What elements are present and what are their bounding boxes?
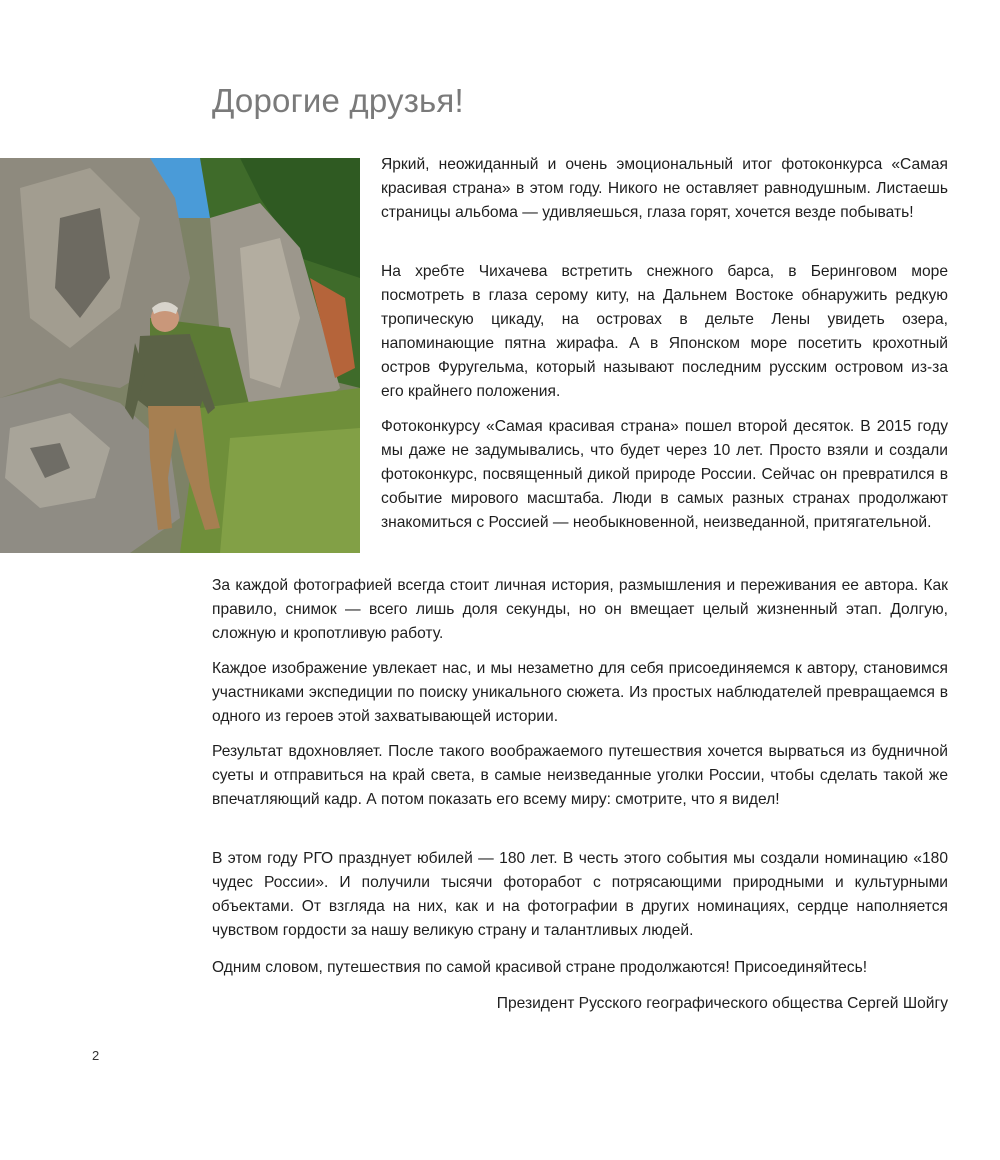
paragraph-2: На хребте Чихачева встретить снежного барса, в Беринговом море посмотреть в глаза серому киту, на Дальнем Востоке обнаружить редкую тропическую цикаду, на островах в дельте Лены увидеть озера, напоминающие пятна жирафа. А в Японском море посетить крохотный остров Фуругельма, который называют последним русским островом из-за его крайнего положения. <box>381 263 948 400</box>
signature: Президент Русского географического общества Сергей Шойгу <box>496 995 948 1012</box>
paragraph-6: Результат вдохновляет. После такого воображаемого путешествия хочется вырваться из будничной суеты и отправиться на край света, в самые неизведанные уголки России, чтобы сделать такой же впечатляющий кадр. А потом показать его всему миру: смотрите, что я видел! <box>212 743 948 808</box>
paragraph-1: Яркий, неожиданный и очень эмоциональный итог фотоконкурса «Самая красивая страна» в этом году. Никого не оставляет равнодушным. Листаешь страницы альбома — удивляешься, глаза горят, хочется везде побывать! <box>381 156 948 221</box>
page-number: 2 <box>92 1048 100 1063</box>
paragraph-8: Одним словом, путешествия по самой красивой стране продолжаются! Присоединяйтесь! <box>212 959 868 976</box>
paragraph-7: В этом году РГО празднует юбилей — 180 лет. В честь этого события мы создали номинацию «180 чудес России». И получили тысячи фоторабот с потрясающими природными и культурными объектами. От взгляда на них, как и на фотографии в других номинациях, сердце наполняется чувством гордости за нашу великую страну и талантливых людей. <box>212 850 948 939</box>
photo-man-on-rocks <box>0 158 360 553</box>
page-title: Дорогие друзья! <box>212 82 464 119</box>
paragraph-4: За каждой фотографией всегда стоит личная история, размышления и переживания ее автора. Как правило, снимок — всего лишь доля секунды, но он вмещает целый жизненный этап. Долгую, сложную и кропотливую работу. <box>212 577 948 642</box>
paragraph-3: Фотоконкурсу «Самая красивая страна» пошел второй десяток. В 2015 году мы даже не задумывались, что будет через 10 лет. Просто взяли и создали фотоконкурс, посвященный дикой природе России. Сейчас он превратился в событие мирового масштаба. Люди в самых разных странах продолжают знакомиться с Россией — необыкновенной, неизведанной, притягательной. <box>381 418 948 531</box>
paragraph-5: Каждое изображение увлекает нас, и мы незаметно для себя присоединяемся к автору, становимся участниками экспедиции по поиску уникального сюжета. Из простых наблюдателей превращаемся в одного из героев этой захватывающей истории. <box>212 660 948 725</box>
photo-illustration <box>0 158 360 553</box>
